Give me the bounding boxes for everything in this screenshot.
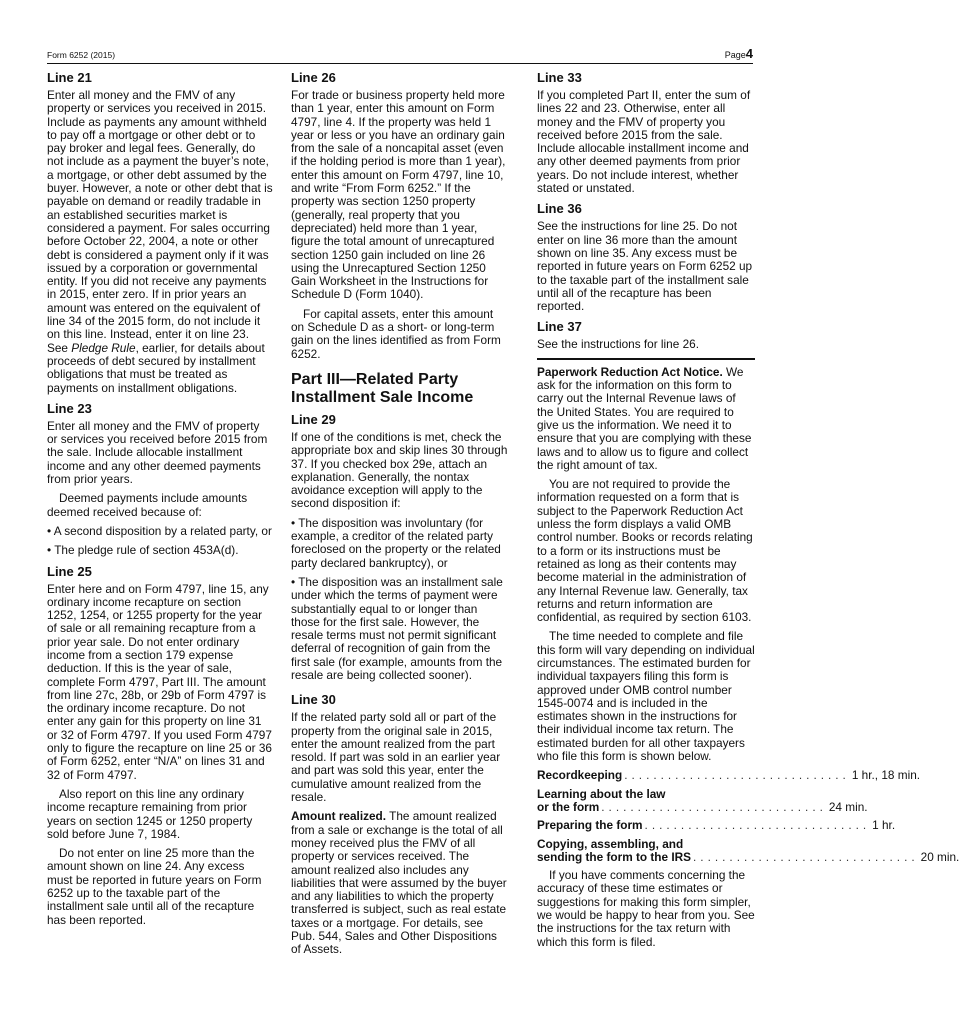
paragraph: Deemed payments include amounts deemed received because of: bbox=[47, 491, 248, 519]
amount-realized-term: Amount realized. bbox=[291, 809, 387, 824]
burden-value: 1 hr., 18 min. bbox=[851, 768, 921, 783]
paragraph: If one of the conditions is met, check the appropriate box and skip lines 30 through 37. If you checked box 29e, attach an explanation. Generally, the nontax avoidance exception will apply to the second disposition if: bbox=[291, 429, 508, 511]
text: Enter all money and the FMV of any property or services you received in 2015. Include as payments any amount withheld to pay off a mortgage or other debt or to pay broker and legal fees. Generally, do not include as a payment the buyer’s note, a mortgage, or other debt assumed by the buyer. However, a note or other debt that is payable on demand or readily tradable in an established securities market is considered a payment. For sales occurring before October 22, 2004, a note or other debt is considered a payment only if it was issued by a corporation or governmental entity. If you did not receive any payments in 2015, enter zero. If in prior years an amount was entered on the equivalent of line 34 of the 2015 form, do not include it on this line. Instead, enter it on line 23. See bbox=[47, 88, 273, 355]
burden-row-learning bbox=[537, 786, 868, 815]
notice-title: Paperwork Reduction Act Notice. bbox=[537, 364, 723, 379]
dot-leader: ............................... bbox=[693, 849, 919, 864]
section-divider bbox=[537, 358, 755, 360]
burden-label: Copying, assembling, and bbox=[537, 836, 684, 851]
paragraph: Enter all money and the FMV of property or services you received before 2015 from the sale. Include allocable installment income and any other deemed payments from prior years. bbox=[47, 418, 268, 487]
text: We ask for the information on this form to carry out the Internal Revenue laws of the United States. You are required to give us the information. We need it to ensure that you are complying with these laws and to allow us to figure and collect the right amount of tax. bbox=[537, 364, 752, 472]
form-identifier: Form 6252 (2015) bbox=[47, 50, 116, 60]
section-heading: Line 33 bbox=[537, 70, 582, 85]
page-number bbox=[725, 46, 753, 61]
paragraph: For trade or business property held more than 1 year, enter this amount on Form 4797, line 4. If the property was held 1 year or less or you have an ordinary gain from the sale of a noncapital asset (even if the holding period is more than 1 year), enter this amount on Form 4797, line 10, and write “From Form 6252.” If the property was section 1250 property (generally, real property that you depreciated) held more than 1 year, figure the total amount of unrecaptured section 1250 gain included on line 26 using the Unrecaptured Section 1250 Gain Worksheet in the Instructions for Schedule D (Form 1040). bbox=[291, 88, 506, 302]
paragraph: Also report on this line any ordinary income recapture remaining from prior years on section 1245 or 1250 property sold before June 7, 1984. bbox=[47, 786, 253, 841]
bullet-item: • The disposition was involuntary (for example, a creditor of the related party foreclosed on the property or the related party declared bankruptcy), or bbox=[291, 515, 501, 570]
burden-label: Recordkeeping bbox=[537, 768, 623, 783]
section-heading: Line 29 bbox=[291, 411, 336, 427]
paragraph bbox=[47, 89, 273, 395]
column-1 bbox=[47, 70, 273, 933]
paragraph: See the instructions for line 25. Do not enter on line 36 more than the amount shown on line 35. Any excess must be reported in future years on Form 6252 up to the taxable part of the installment sale until all of the recapture has been reported. bbox=[537, 219, 753, 314]
burden-label: sending the form to the IRS bbox=[537, 849, 692, 864]
section-line-29 bbox=[291, 412, 509, 682]
text: The amount realized from a sale or exchange is the total of all money received plus the FMV of all property or services received. The amount realized also includes any liabilities that were assumed by the buyer and any liabilities to which the property transferred is subject, such as real estate taxes or a mortgage. For details, see Pub. 544, Sales and Other Dispositions of Assets. bbox=[291, 809, 507, 957]
burden-label: Preparing the form bbox=[537, 818, 643, 833]
burden-label: Learning about the law bbox=[537, 786, 666, 801]
bullet-item: • The disposition was an installment sale under which the terms of payment were substantially equal to or longer than those for the first sale. However, the resale terms must not permit significant deferral of recognition of gain from the first sale (for example, amounts from the resale are being collected sooner). bbox=[291, 574, 503, 682]
paragraph: If the related party sold all or part of the property from the original sale in 2015, enter the amount realized from the part resold. If part was sold in an earlier year and part was sold this year, enter the cumulative amount realized from the resale. bbox=[291, 710, 501, 805]
section-heading: Line 23 bbox=[47, 400, 92, 416]
paragraph: The time needed to complete and file this form will vary depending on individual circumstances. The estimated burden for individual taxpayers filing this form is approved under OMB control number 1545-0074 and is included in the estimates shown in the instructions for their individual income tax return. The estimated burden for all other taxpayers who file this form is shown below. bbox=[537, 629, 755, 764]
paragraph bbox=[291, 810, 509, 956]
paperwork-reduction-notice bbox=[537, 364, 959, 949]
dot-leader: ............................... bbox=[624, 768, 850, 783]
section-line-26 bbox=[291, 70, 509, 361]
section-line-33 bbox=[537, 70, 755, 195]
section-heading: Line 21 bbox=[47, 70, 92, 85]
section-heading: Line 25 bbox=[47, 563, 92, 579]
burden-label: or the form bbox=[537, 799, 600, 814]
paragraph: Enter here and on Form 4797, line 15, any ordinary income recapture on section 1252, 1254, or 1255 property for the year of sale or all remaining recapture from a prior year sale. Do not enter ordinary income from a section 179 expense deduction. If this is the year of sale, complete Form 4797, Part III. The amount from line 27c, 28b, or 29b of Form 4797 is the ordinary income recapture. Do not enter any gain for this property on line 31 or 32 of Form 4797. If you used Form 4797 only to figure the recapture on line 25 or 36 of Form 6252, enter “N/A” on lines 31 and 32 of Form 4797. bbox=[47, 581, 272, 782]
paragraph: If you completed Part II, enter the sum of lines 22 and 23. Otherwise, enter all money and the FMV of property you received before 2015 from the sale. Include allocable installment income and any other deemed payments from prior years. Do not include interest, whether stated or unstated. bbox=[537, 88, 751, 196]
dot-leader: ............................... bbox=[601, 799, 827, 814]
burden-row-preparing bbox=[537, 818, 896, 833]
bullet-item: • The pledge rule of section 453A(d). bbox=[47, 543, 239, 558]
burden-value: 1 hr. bbox=[872, 818, 896, 833]
column-2 bbox=[291, 70, 509, 963]
paragraph: If you have comments concerning the accuracy of these time estimates or suggestions for making this form simpler, we would be happy to hear from you. See the instructions for the tax return with which this form is filed. bbox=[537, 868, 755, 949]
section-heading: Line 36 bbox=[537, 201, 582, 217]
section-line-37 bbox=[537, 319, 755, 351]
section-heading: Line 37 bbox=[537, 319, 582, 335]
paragraph: For capital assets, enter this amount on Schedule D as a short- or long-term gain on the lines identified as from Form 6252. bbox=[291, 306, 501, 361]
paragraph bbox=[537, 366, 755, 472]
section-heading: Line 26 bbox=[291, 70, 336, 85]
section-line-23 bbox=[47, 401, 273, 558]
paragraph: See the instructions for line 26. bbox=[537, 337, 699, 352]
section-line-25 bbox=[47, 564, 273, 927]
burden-value: 24 min. bbox=[828, 799, 868, 814]
dot-leader: ............................... bbox=[644, 818, 871, 833]
bullet-item: • A second disposition by a related party, or bbox=[47, 523, 272, 538]
paragraph: You are not required to provide the information requested on a form that is subject to the Paperwork Reduction Act unless the form displays a valid OMB control number. Books or records relating to a form or its instructions must be retained as long as their contents may become material in the administration of any Internal Revenue law. Generally, tax returns and return information are confidential, as required by section 6103. bbox=[537, 477, 753, 625]
burden-value: 20 min. bbox=[920, 849, 959, 864]
burden-row-copying bbox=[537, 836, 959, 865]
section-line-21 bbox=[47, 70, 273, 395]
burden-row-recordkeeping bbox=[537, 768, 921, 783]
page-label: Page bbox=[724, 50, 746, 60]
section-line-36 bbox=[537, 201, 755, 313]
section-heading: Line 30 bbox=[291, 692, 336, 708]
section-line-30 bbox=[291, 692, 509, 956]
paragraph: Do not enter on line 25 more than the amount shown on line 24. Any excess must be reported in future years on Form 6252 up to the taxable part of the installment sale until all of the recapture has been reported. bbox=[47, 846, 262, 927]
pledge-rule-reference: Pledge Rule bbox=[71, 340, 136, 355]
part-3-heading: Part III—Related Party Installment Sale Income bbox=[291, 370, 474, 406]
header-rule bbox=[47, 63, 753, 64]
text: , earlier, for details about proceeds of debt secured by installment obligations that must be treated as payments on installment obligations. bbox=[47, 340, 265, 395]
column-3 bbox=[537, 70, 959, 955]
page-number-value: 4 bbox=[745, 46, 753, 61]
